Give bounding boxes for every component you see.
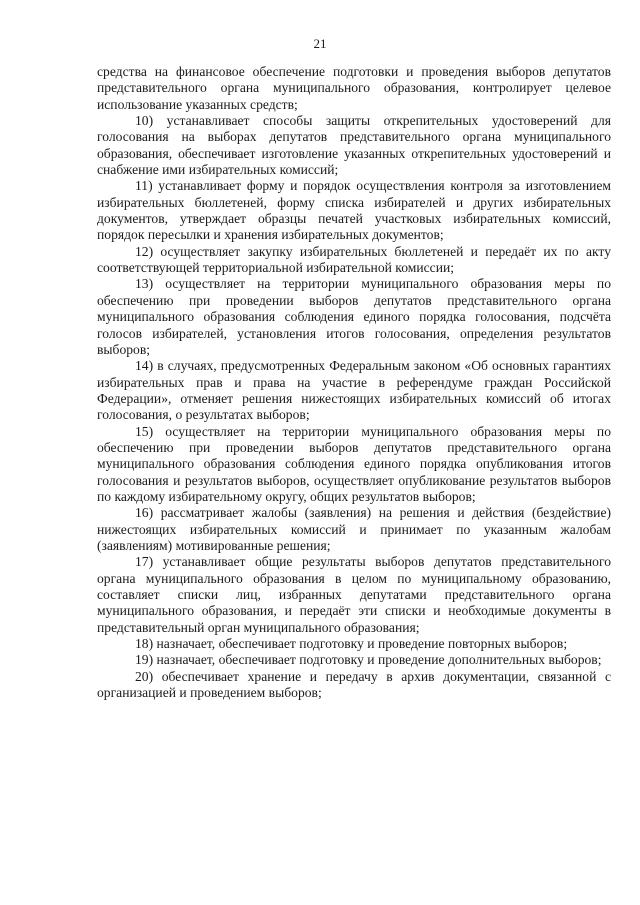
paragraph-item-10: 10) устанавливает способы защиты открепительных удостоверений для голосования на выборах депутатов представительного органа муниципального образования, обеспечивает изготовление указанных открепительных удостоверений и снабжение ими избирательных комиссий;	[97, 113, 611, 178]
paragraph-item-13: 13) осуществляет на территории муниципального образования меры по обеспечению при проведении выборов депутатов представительного органа муниципального образования соблюдения единого порядка голосования, подсчёта голосов избирателей, установления итогов голосования, определения результатов выборов;	[97, 276, 611, 357]
paragraph-item-14: 14) в случаях, предусмотренных Федеральным законом «Об основных гарантиях избирательных прав и права на участие в референдуме граждан Российской Федерации», отменяет решения нижестоящих избирательных комиссий об итогах голосования, о результатах выборов;	[97, 358, 611, 423]
paragraph-item-17: 17) устанавливает общие результаты выборов депутатов представительного органа муниципального образования в целом по муниципальному образованию, составляет списки лиц, избранных депутатами представительного органа муниципального образования, и передаёт эти списки и необходимые документы в представительный орган муниципального образования;	[97, 554, 611, 635]
document-body	[97, 64, 611, 701]
paragraph-item-11: 11) устанавливает форму и порядок осуществления контроля за изготовлением избирательных бюллетеней, форму списка избирателей и других избирательных документов, утверждает образцы печатей участковых избирательных комиссий, порядок пересылки и хранения избирательных документов;	[97, 178, 611, 243]
paragraph-item-12: 12) осуществляет закупку избирательных бюллетеней и передаёт их по акту соответствующей территориальной избирательной комиссии;	[97, 243, 611, 276]
paragraph-item-16: 16) рассматривает жалобы (заявления) на решения и действия (бездействие) нижестоящих избирательных комиссий и принимает по указанным жалобам (заявлениям) мотивированные решения;	[97, 505, 611, 553]
paragraph-item-18: 18) назначает, обеспечивает подготовку и проведение повторных выборов;	[135, 636, 568, 652]
paragraph-item-19: 19) назначает, обеспечивает подготовку и проведение дополнительных выборов;	[135, 652, 602, 668]
paragraph-continuation: средства на финансовое обеспечение подготовки и проведения выборов депутатов представительного органа муниципального образования, контролирует целевое использование указанных средств;	[97, 64, 611, 112]
paragraph-item-20: 20) обеспечивает хранение и передачу в архив документации, связанной с организацией и проведением выборов;	[97, 668, 611, 701]
paragraph-item-15: 15) осуществляет на территории муниципального образования меры по обеспечению при проведении выборов депутатов представительного органа муниципального образования соблюдения единого порядка опубликования итогов голосования и результатов выборов, осуществляет опубликование результатов выборов по каждому избирательному округу, общих результатов выборов;	[97, 423, 611, 504]
page-number: 21	[313, 36, 327, 51]
